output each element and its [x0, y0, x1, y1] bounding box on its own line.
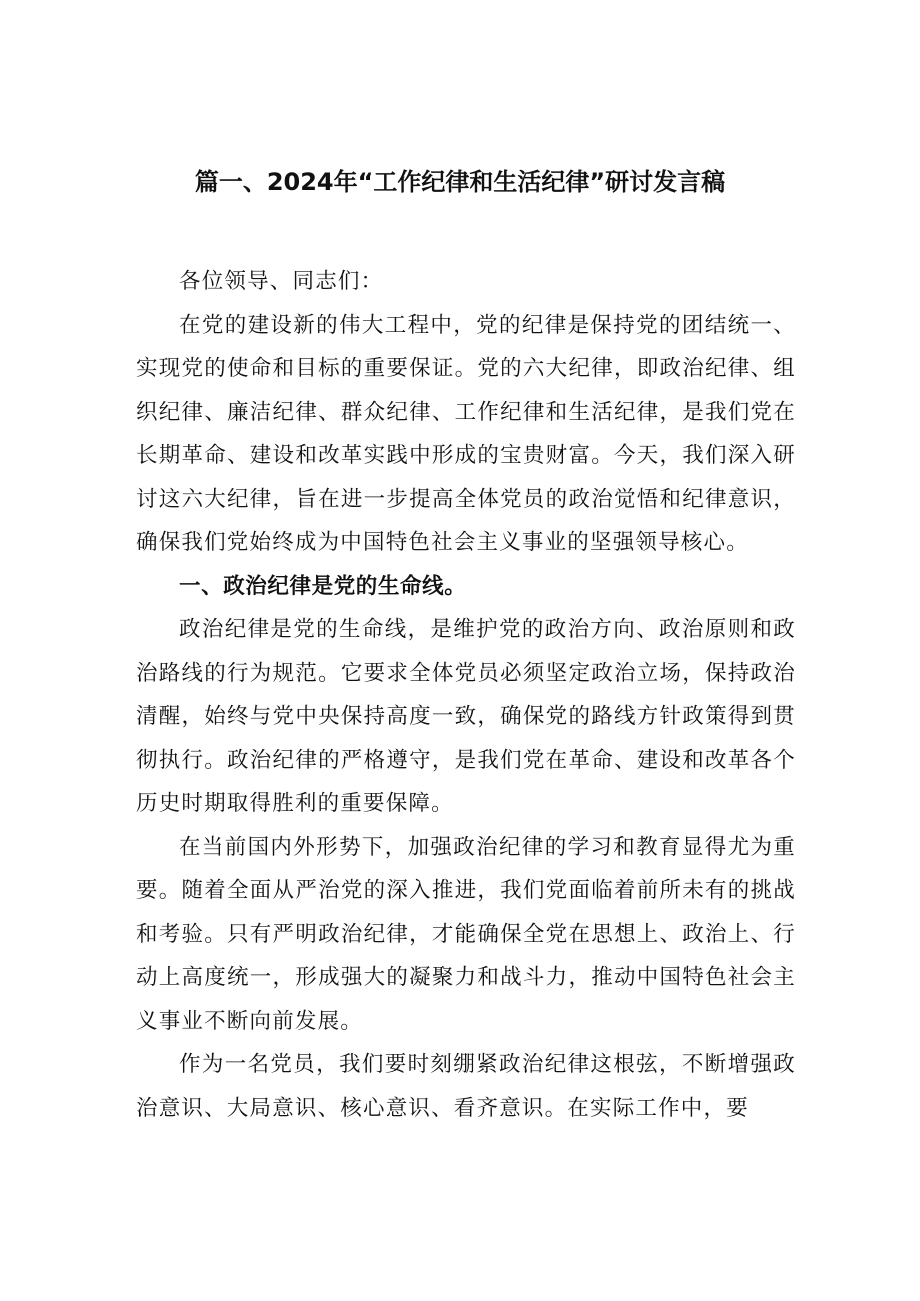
paragraph-political-discipline: 政治纪律是党的生命线，是维护党的政治方向、政治原则和政治路线的行为规范。它要求全体党员必须坚定政治立场，保持政治清醒，始终与党中央保持高度一致，确保党的路线方针政策得到贯彻执行。政治纪律的严格遵守，是我们党在革命、建设和改革各个历史时期取得胜利的重要保障。	[136, 617, 796, 816]
greeting: 各位领导、同志们：	[179, 269, 384, 294]
document-body	[136, 260, 796, 1130]
paragraph-intro: 在党的建设新的伟大工程中，党的纪律是保持党的团结统一、实现党的使命和目标的重要保证。党的六大纪律，即政治纪律、组织纪律、廉洁纪律、群众纪律、工作纪律和生活纪律，是我们党在长期革命、建设和改革实践中形成的宝贵财富。今天，我们深入研讨这六大纪律，旨在进一步提高全体党员的政治觉悟和纪律意识，确保我们党始终成为中国特色社会主义事业的坚强领导核心。	[136, 312, 796, 555]
document-title: 篇一、2024年“工作纪律和生活纪律”研讨发言稿	[194, 168, 726, 196]
paragraph-current-situation: 在当前国内外形势下，加强政治纪律的学习和教育显得尤为重要。随着全面从严治党的深入推进，我们党面临着前所未有的挑战和考验。只有严明政治纪律，才能确保全党在思想上、政治上、行动上高度统一，形成强大的凝聚力和战斗力，推动中国特色社会主义事业不断向前发展。	[136, 834, 796, 1034]
paragraph-party-member: 作为一名党员，我们要时刻绷紧政治纪律这根弦，不断增强政治意识、大局意识、核心意识、看齐意识。在实际工作中，要	[136, 1052, 796, 1121]
section-heading: 一、政治纪律是党的生命线。	[179, 573, 467, 599]
